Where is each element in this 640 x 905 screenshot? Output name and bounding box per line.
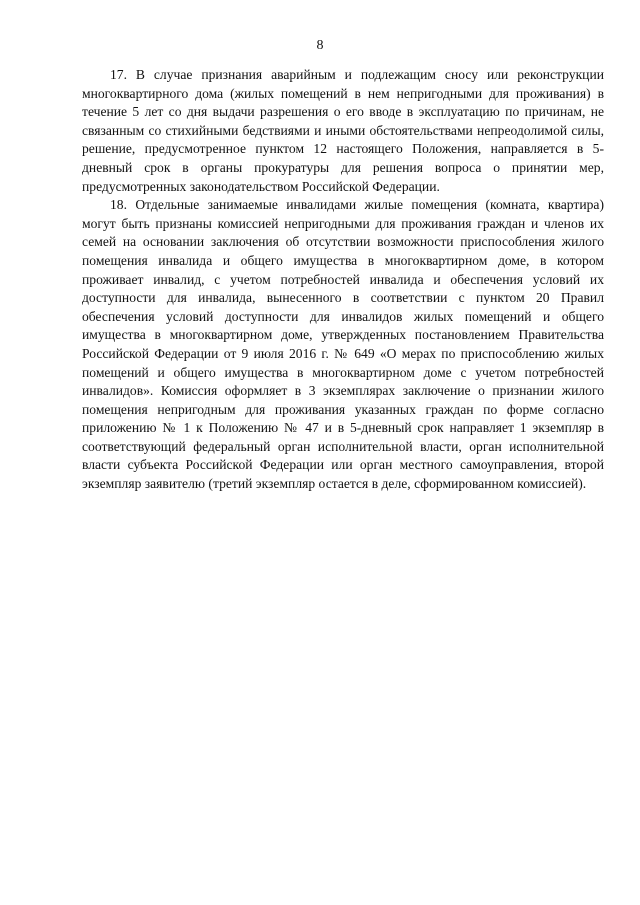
page-number: 8 xyxy=(316,38,324,53)
paragraph-17: 17. В случае признания аварийным и подлежащим сносу или реконструкции многоквартирного дома (жилых помещений в нем непригодными для проживания) в течение 5 лет со дня выдачи разрешения о его вводе в эксплуатацию по причинам, не связанным со стихийными бедствиями и иными обстоятельствами непреодолимой силы, решение, предусмотренное пунктом 12 настоящего Положения, направляется в 5-дневный срок в органы прокуратуры для решения вопроса о принятии мер, предусмотренных законодательством Российской Федерации. xyxy=(82,67,604,194)
document-body xyxy=(82,66,604,494)
paragraph-18: 18. Отдельные занимаемые инвалидами жилые помещения (комната, квартира) могут быть признаны комиссией непригодными для проживания граждан и членов их семей на основании заключения об отсутствии возможности приспособления жилого помещения инвалида и общего имущества в многоквартирном доме, в котором проживает инвалид, с учетом потребностей инвалида и обеспечения условий их доступности для инвалида, вынесенного в соответствии с пунктом 20 Правил обеспечения условий доступности для инвалидов жилых помещений и общего имущества в многоквартирном доме, утвержденных постановлением Правительства Российской Федерации от 9 июля 2016 г. № 649 «О мерах по приспособлению жилых помещений и общего имущества в многоквартирном доме с учетом потребностей инвалидов». Комиссия оформляет в 3 экземплярах заключение о признании жилого помещения непригодным для проживания указанных граждан по форме согласно приложению № 1 к Положению № 47 и в 5-дневный срок направляет 1 экземпляр в соответствующий федеральный орган исполнительной власти, орган исполнительной власти субъекта Российской Федерации или орган местного самоуправления, второй экземпляр заявителю (третий экземпляр остается в деле, сформированном комиссией). xyxy=(82,197,604,492)
